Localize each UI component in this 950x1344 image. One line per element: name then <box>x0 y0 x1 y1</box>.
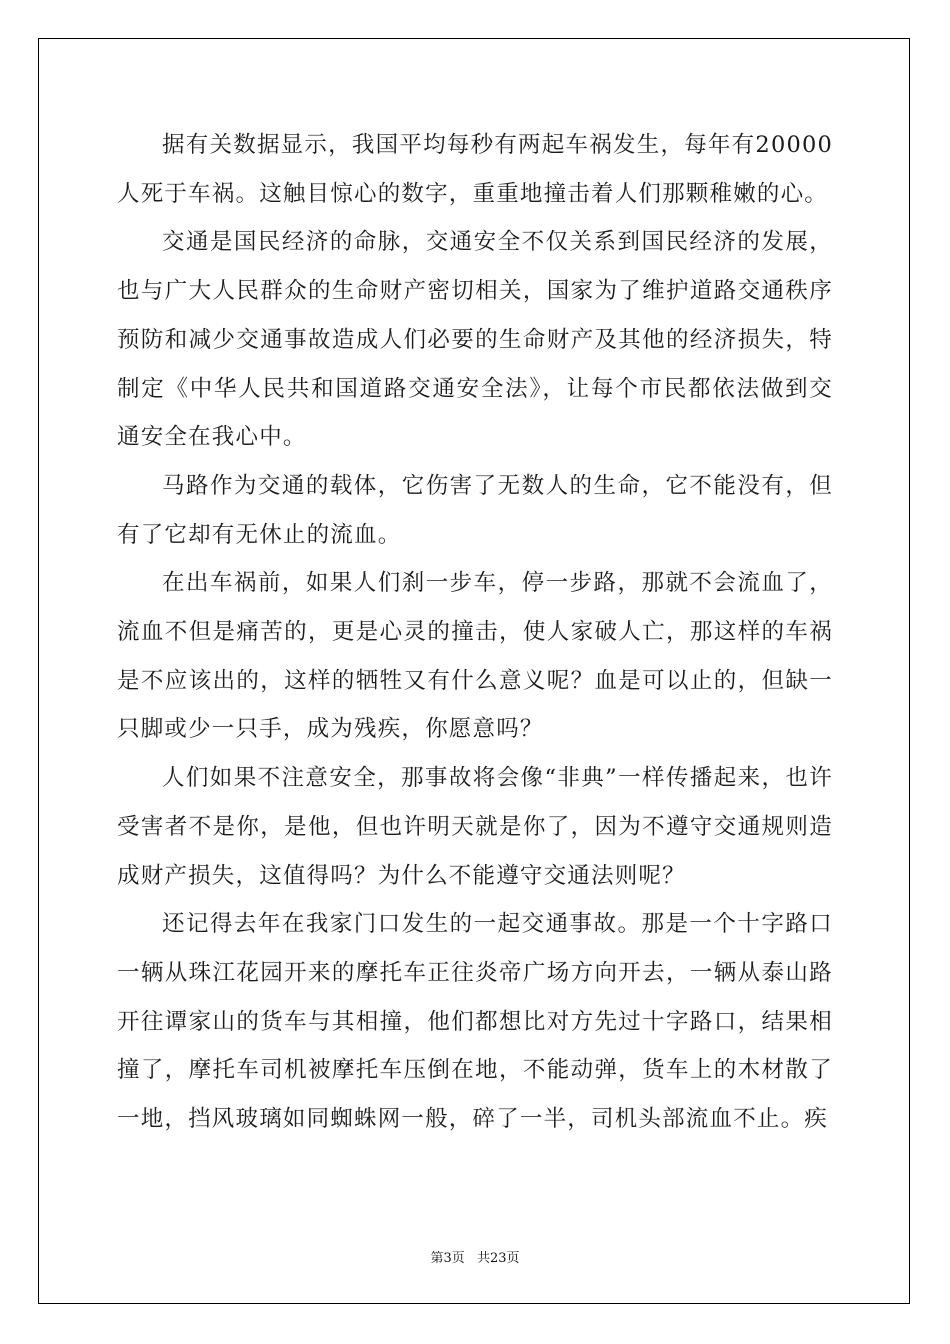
page-number: 第3页 <box>430 1251 465 1266</box>
paragraph: 在出车祸前，如果人们刹一步车，停一步路，那就不会流血了，流血不但是痛苦的，更是心灵的撞击，使人家破人亡，那这样的车祸是不应该出的，这样的牺牲又有什么意义呢？血是可以止的，但缺一只脚或少一只手，成为残疾，你愿意吗？ <box>117 570 833 743</box>
paragraph: 交通是国民经济的命脉，交通安全不仅关系到国民经济的发展，也与广大人民群众的生命财产密切相关，国家为了维护道路交通秩序预防和减少交通事故造成人们必要的生命财产及其他的经济损失，特制定《中华人民共和国道路交通安全法》，让每个市民都依法做到交通安全在我心中。 <box>117 229 833 451</box>
document-body <box>117 121 833 1144</box>
paragraph: 据有关数据显示，我国平均每秒有两起车祸发生，每年有20000人死于车祸。这触目惊心的数字，重重地撞击着人们那颗稚嫩的心。 <box>117 132 833 207</box>
paragraph: 还记得去年在我家门口发生的一起交通事故。那是一个十字路口一辆从珠江花园开来的摩托车正往炎帝广场方向开去，一辆从泰山路开往谭家山的货车与其相撞，他们都想比对方先过十字路口，结果相撞了，摩托车司机被摩托车压倒在地，不能动弹，货车上的木材散了一地，挡风玻璃如同蜘蛛网一般，碎了一半，司机头部流血不止。疾 <box>117 911 833 1133</box>
page-total: 共23页 <box>476 1251 520 1266</box>
page-footer <box>0 1247 950 1266</box>
paragraph: 人们如果不注意安全，那事故将会像“非典”一样传播起来，也许受害者不是你，是他，但也许明天就是你了，因为不遵守交通规则造成财产损失，这值得吗？为什么不能遵守交通法则呢？ <box>117 765 833 889</box>
paragraph: 马路作为交通的载体，它伤害了无数人的生命，它不能没有，但有了它却有无休止的流血。 <box>117 472 833 548</box>
